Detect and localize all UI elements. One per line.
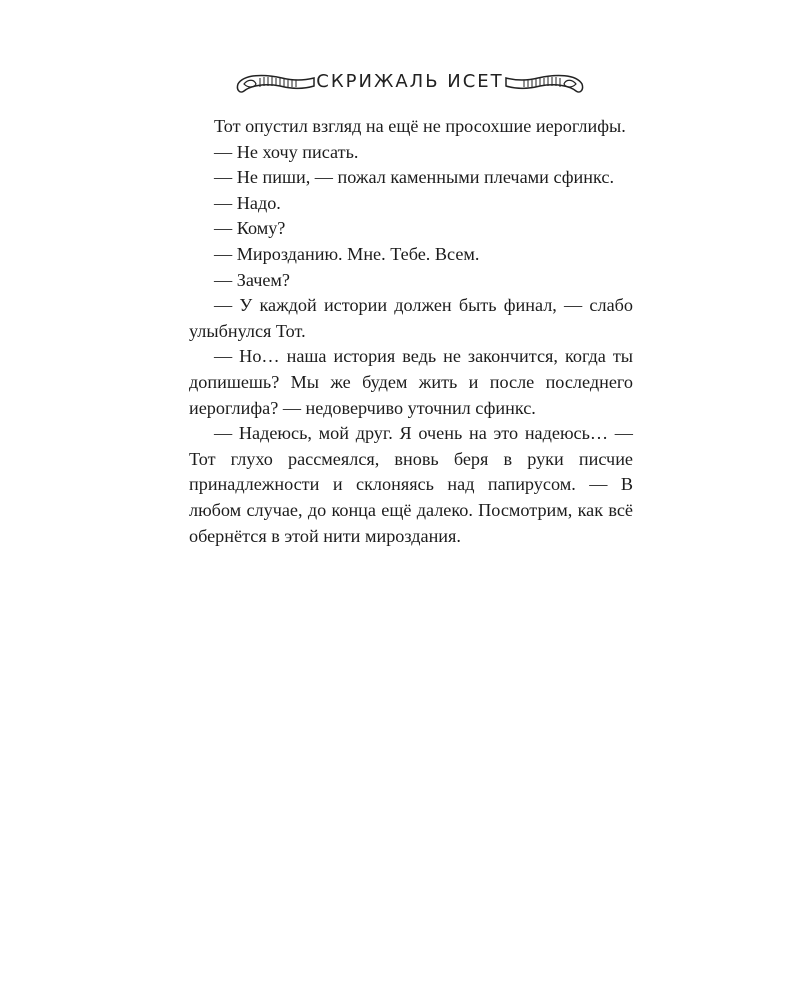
paragraph: — Зачем? (214, 269, 290, 290)
paragraph: — Надеюсь, мой друг. Я очень на это надеюсь… — Тот глухо рассмеялся, вновь беря в руки писчие принадлежности и склоняясь над папирусом. — В любом случае, до конца ещё далеко. Посмотрим, как всё обернётся в этой нити мироздания. (189, 423, 633, 546)
running-header-title: СКРИЖАЛЬ ИСЕТ (316, 71, 504, 92)
paragraph: — У каждой истории должен быть финал, — слабо улыбнулся Тот. (189, 295, 633, 341)
paragraph: — Мирозданию. Мне. Тебе. Всем. (214, 243, 480, 264)
paragraph: — Надо. (214, 192, 281, 213)
scroll-ornament-right-icon (504, 72, 586, 96)
paragraph: — Но… наша история ведь не закончится, когда ты допишешь? Мы же будем жить и после последнего иероглифа? — недоверчиво уточнил сфинкс. (189, 346, 633, 418)
paragraph: — Не хочу писать. (214, 141, 359, 162)
page-body-text (189, 114, 633, 549)
paragraph: Тот опустил взгляд на ещё не просохшие иероглифы. (214, 116, 626, 136)
paragraph: — Не пиши, — пожал каменными плечами сфинкс. (214, 167, 614, 188)
running-header (234, 66, 586, 100)
paragraph: — Кому? (214, 218, 286, 239)
